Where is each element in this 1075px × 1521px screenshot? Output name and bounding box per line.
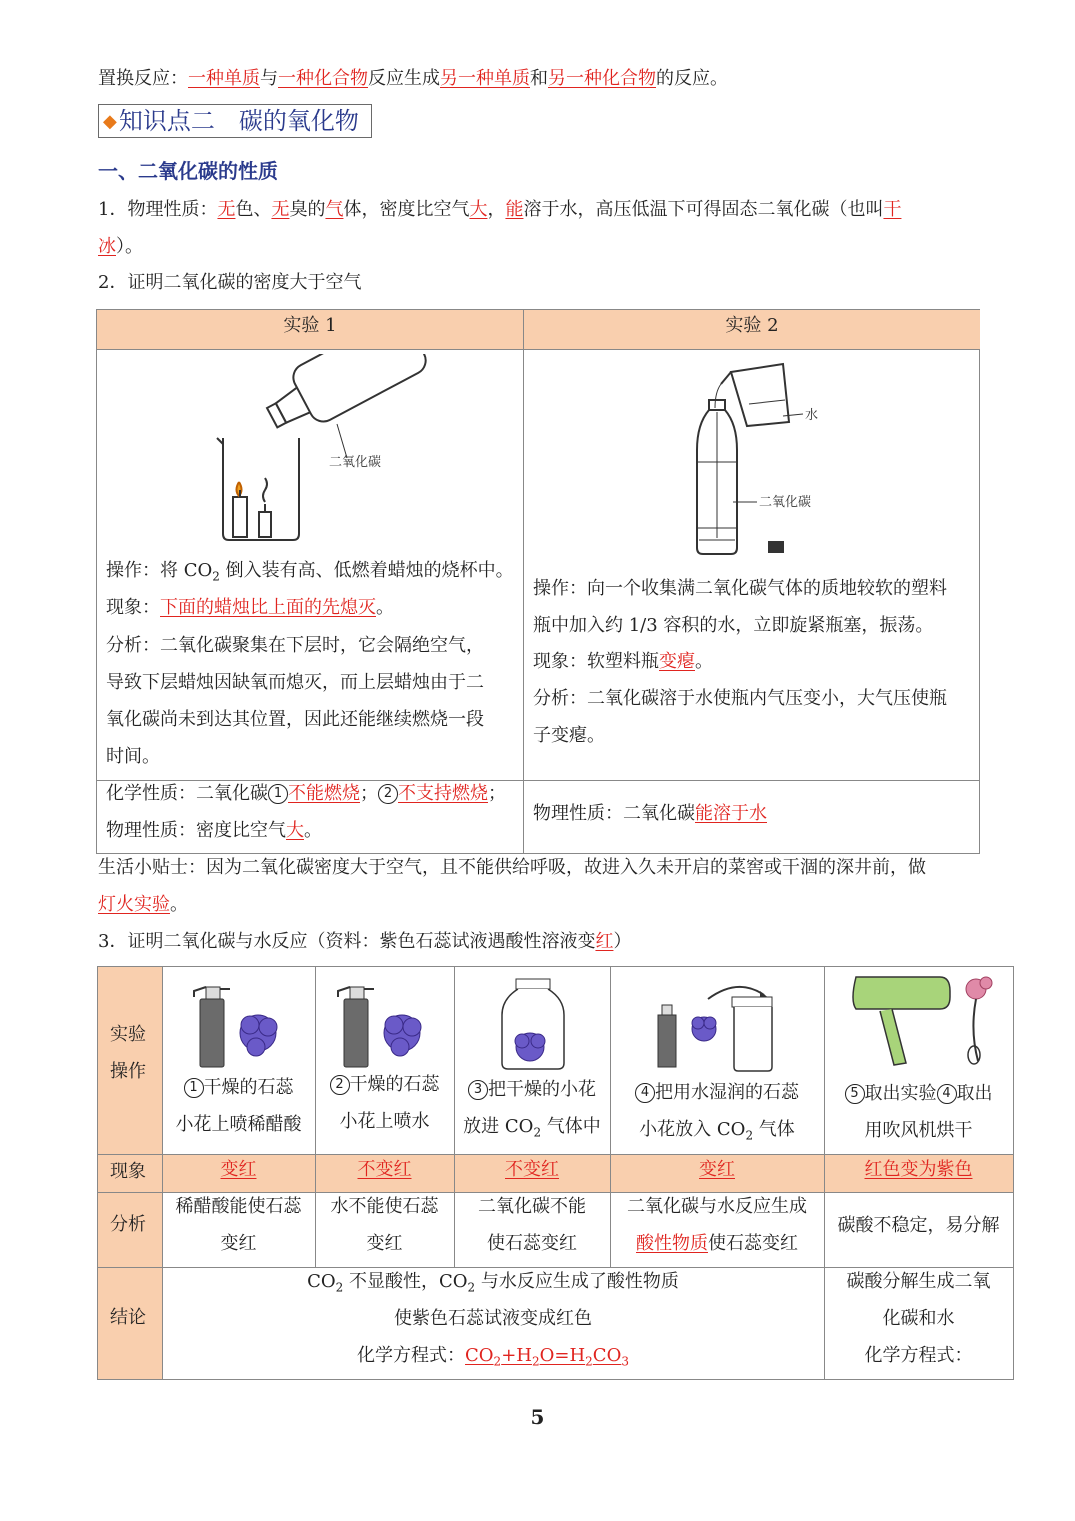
conclusion-equation: 化学方程式：$CO_2+H_2O=H_2CO_3$ [357,1345,629,1369]
op3-caption-2: 放进 $CO_2$ 气体中 [463,1116,601,1140]
exp1-analysis-2: 导致下层蜡烛因缺氧而熄灭，而上层蜡烛由于二 [106,672,484,693]
exp2-phenomenon: 现象：软塑料瓶变瘪。 [533,651,713,672]
life-tip-line1: 生活小贴士：因为二氧化碳密度大于空气，且不能供给呼吸，故进入久未开启的菜窖或干涸的深井前，做 [98,857,926,878]
exp1-analysis-4: 时间。 [106,746,160,767]
exp1-analysis-3: 氧化碳尚未到达其位置，因此还能继续燃烧一段 [106,709,484,730]
exp2-analysis-1: 分析：二氧化碳溶于水使瓶内气压变小，大气压使瓶 [533,688,947,709]
exp1-chemical-properties: 化学性质：二氧化碳 1 不能燃烧； 2 不支持燃烧； [106,783,506,804]
plastic-bottle-figure [687,352,927,557]
phenomenon-3: 不变红 [505,1159,559,1180]
op1-caption-2: 小花上喷稀醋酸 [175,1114,302,1135]
conclusion-line2: 使紫色石蕊试液变成红色 [394,1308,592,1329]
conclusion-right-3: 化学方程式： [864,1345,973,1366]
exp1-physical-properties: 物理性质：密度比空气大。 [106,820,322,841]
exp1-analysis-1: 分析：二氧化碳聚集在下层时，它会隔绝空气， [106,635,484,656]
row-label-analysis: 分析 [110,1214,146,1235]
physical-properties-line2: 冰）。 [98,236,143,257]
row-label-operation-1: 实验 [110,1024,146,1045]
physical-properties-line1: 1．物理性质：无色、无臭的气体，密度比空气大，能溶于水，高压低温下可得固态二氧化碳（也叫干 [98,199,902,220]
wet-flower-into-jar-figure [648,975,798,1075]
analysis-2a: 水不能使石蕊 [330,1196,439,1217]
hair-dryer-figure [846,971,1006,1071]
subsection-heading: 一、二氧化碳的性质 [98,159,278,183]
water-reaction-table [97,966,1014,1380]
analysis-3a: 二氧化碳不能 [478,1196,586,1217]
analysis-4a: 二氧化碳与水反应生成 [627,1196,807,1217]
row-label-phenomenon: 现象 [110,1161,146,1182]
density-experiment-table [96,309,980,854]
dry-flower-in-jar-figure [496,975,576,1073]
conclusion-line1: $CO_2$ 不显酸性，$CO_2$ 与水反应生成了酸性物质 [307,1271,679,1295]
op1-caption-1: 1 干燥的石蕊 [162,1069,315,1106]
co2-label: 二氧化碳 [329,455,382,470]
analysis-2b: 变红 [366,1233,403,1254]
life-tip-line2: 灯火实验。 [98,894,188,915]
spray-water-figure [330,977,440,1072]
water-reaction-title: 3．证明二氧化碳与水反应（资料：紫色石蕊试液遇酸性溶液变红） [98,931,632,952]
exp2-analysis-2: 子变瘪。 [533,725,605,746]
analysis-1a: 稀醋酸能使石蕊 [175,1196,302,1217]
conclusion-right-1: 碳酸分解生成二氧 [846,1271,991,1292]
spray-vinegar-figure [186,977,296,1072]
op4-caption-2: 小花放入 $CO_2$ 气体 [639,1119,795,1143]
analysis-1b: 变红 [220,1233,257,1254]
density-proof-title: 2．证明二氧化碳的密度大于空气 [98,272,362,293]
replacement-reaction-definition: 置换反应：一种单质与一种化合物反应生成另一种单质和另一种化合物的反应。 [98,68,728,89]
op5-caption-1: 5 取出实验 4 取出 [824,1075,1013,1112]
row-label-operation-2: 操作 [110,1061,146,1082]
exp2-header: 实验 2 [524,310,980,350]
op2-caption-1: 2 干燥的石蕊 [315,1066,454,1103]
phenomenon-4: 变红 [699,1159,735,1180]
co2-label-2: 二氧化碳 [759,495,812,510]
exp2-physical-properties: 物理性质：二氧化碳能溶于水 [533,803,767,824]
diamond-icon: ◆ [103,111,117,132]
phenomenon-1: 变红 [220,1159,257,1180]
section-heading: ◆知识点二 碳的氧化物 [98,104,372,138]
op5-caption-2: 用吹风机烘干 [864,1120,973,1141]
phenomenon-5: 红色变为紫色 [864,1159,973,1180]
phenomenon-2: 不变红 [357,1159,412,1180]
row-label-conclusion: 结论 [110,1307,146,1328]
analysis-4b: 酸性物质使石蕊变红 [636,1233,798,1254]
op2-caption-2: 小花上喷水 [339,1111,430,1132]
conclusion-right-2: 化碳和水 [882,1308,955,1329]
exp2-operation-1: 操作：向一个收集满二氧化碳气体的质地较软的塑料 [533,578,947,599]
exp1-phenomenon: 现象：下面的蜡烛比上面的先熄灭。 [106,597,394,618]
op3-caption-1: 3 把干燥的小花 [454,1071,610,1108]
analysis-5: 碳酸不稳定，易分解 [837,1215,1000,1236]
page-number: 5 [530,1405,545,1429]
analysis-3b: 使石蕊变红 [487,1233,577,1254]
exp1-header: 实验 1 [97,310,523,350]
exp1-operation: 操作：将 $CO_2$ 倒入装有高、低燃着蜡烛的烧杯中。 [106,560,514,584]
water-label: 水 [805,408,819,423]
pouring-co2-figure [207,354,527,549]
exp2-operation-2: 瓶中加入约 1/3 容积的水，立即旋紧瓶塞，振荡。 [533,615,934,636]
op4-caption-1: 4 把用水湿润的石蕊 [610,1074,824,1111]
